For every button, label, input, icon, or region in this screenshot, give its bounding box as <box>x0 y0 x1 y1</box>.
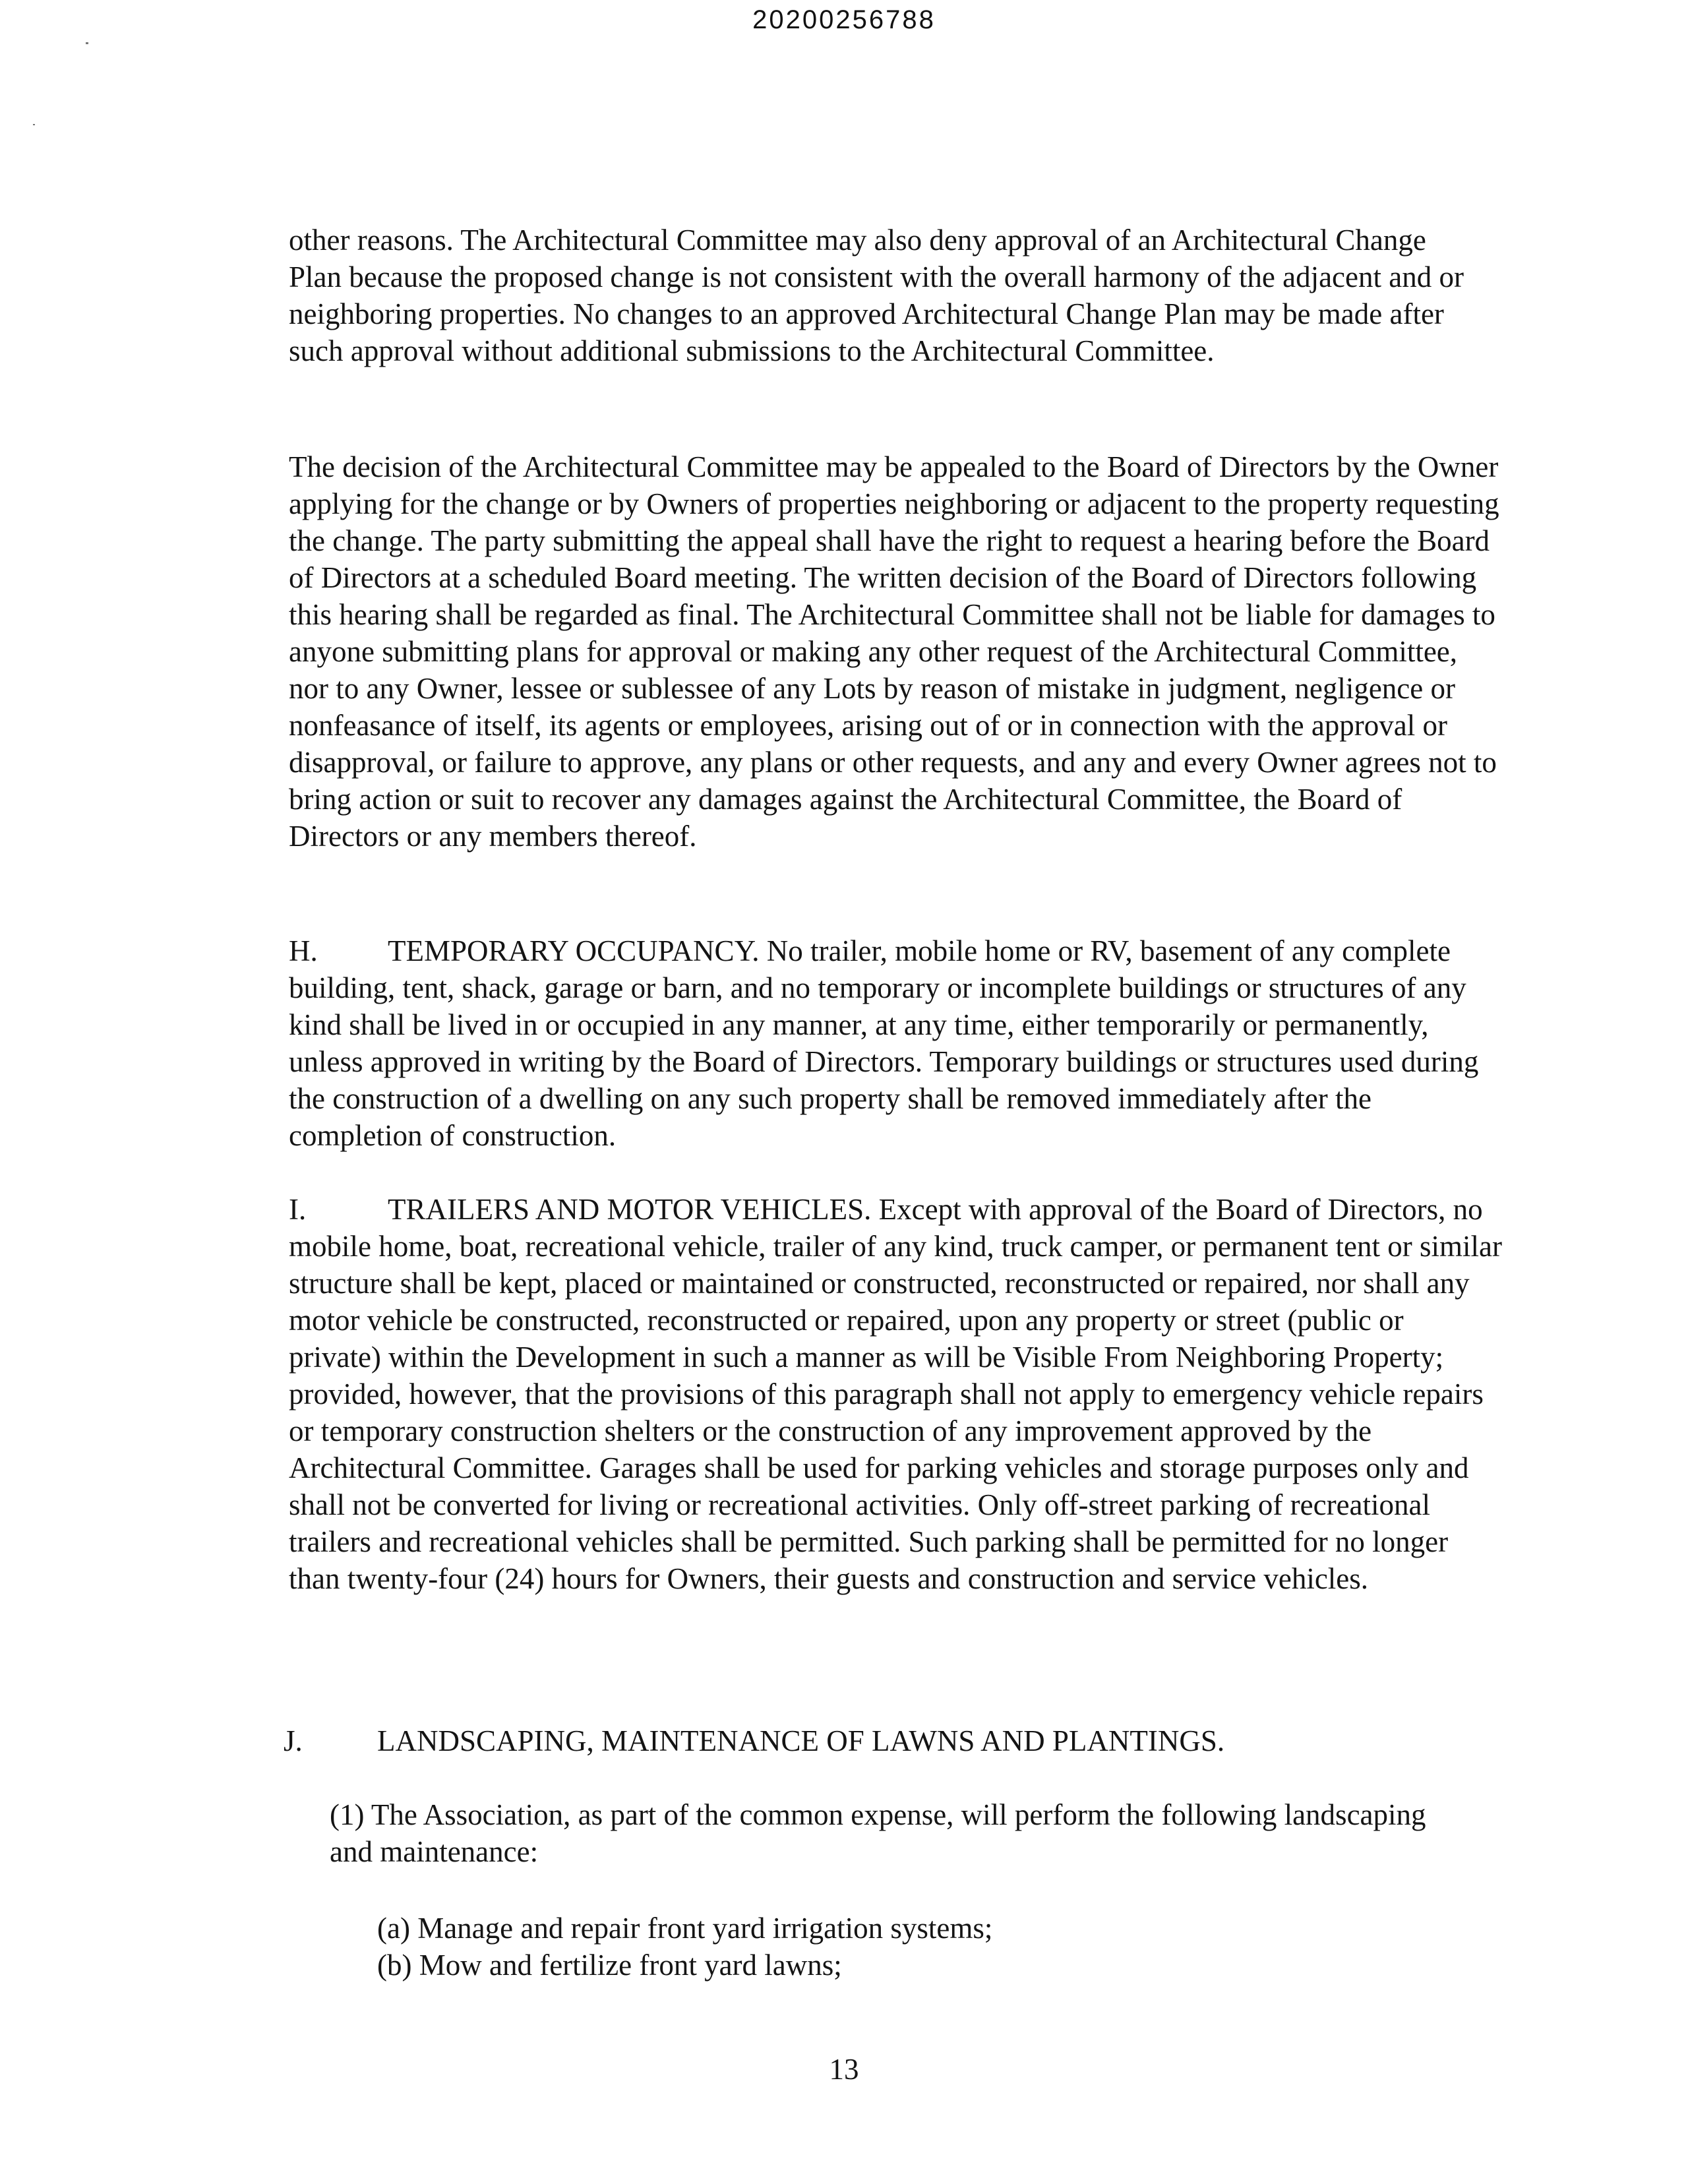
paragraph-architectural-change-plan <box>289 222 1476 369</box>
section-j-subsection-1 <box>330 1796 1451 1870</box>
section-h-text: No trailer, mobile home or RV, basement of any complete building, tent, shack, garage or barn, and no temporary or incomplete buildings or structures of any kind shall be lived in or occupied in any manner, at any time, either temporarily or permanently, unless approved in writing by the Board of Directors. Temporary buildings or structures used during the construction of a dwelling on any such property shall be removed immediately after the completion of construction. <box>289 934 1479 1152</box>
section-h-title: TEMPORARY OCCUPANCY. <box>388 934 760 967</box>
paragraph-appeal-decision <box>289 448 1502 855</box>
list-item: (a) Manage and repair front yard irrigation systems; <box>377 1912 993 1945</box>
section-i-trailers-motor-vehicles <box>289 1191 1502 1597</box>
section-i-label: I. <box>289 1193 307 1226</box>
scan-speck <box>33 124 35 125</box>
scan-speck <box>86 42 88 44</box>
section-i-text: Except with approval of the Board of Directors, no mobile home, boat, recreational vehicle, trailer of any kind, truck camper, or permanent tent or similar structure shall be kept, placed or maintained or constructed, reconstructed or repaired, nor shall any motor vehicle be constructed, reconstructed or repaired, upon any property or street (public or private) within the Development in such a manner as will be Visible From Neighboring Property; provided, however, that the provisions of this paragraph shall not apply to emergency vehicle repairs or temporary construction shelters or the construction of any improvement approved by the Architectural Committee. Garages shall be used for parking vehicles and storage purposes only and shall not be converted for living or recreational activities. Only off-street parking of recreational trailers and recreational vehicles shall be permitted. Such parking shall be permitted for no longer than twenty-four (24) hours for Owners, their guests and construction and service vehicles. <box>289 1193 1502 1595</box>
section-h-temporary-occupancy <box>289 932 1502 1154</box>
document-number: 20200256788 <box>752 5 936 34</box>
paragraph-text: other reasons. The Architectural Committee may also deny approval of an Architectural Change Plan because the proposed change is not consistent with the overall harmony of the adjacent and or neighboring properties. No changes to an approved Architectural Change Plan may be made after such approval without additional submissions to the Architectural Committee. <box>289 224 1464 367</box>
maintenance-list <box>377 1910 992 1984</box>
list-item: (b) Mow and fertilize front yard lawns; <box>377 1949 842 1982</box>
section-h-label: H. <box>289 934 318 967</box>
section-j-label: J. <box>284 1724 303 1757</box>
section-i-paragraph <box>289 1191 1502 1597</box>
paragraph-text: The decision of the Architectural Committee may be appealed to the Board of Directors by the Owner applying for the change or by Owners of properties neighboring or adjacent to the property requesting the change. The party submitting the appeal shall have the right to request a hearing before the Board of Directors at a scheduled Board meeting. The written decision of the Board of Directors following this hearing shall be regarded as final. The Architectural Committee shall not be liable for damages to anyone submitting plans for approval or making any other request of the Architectural Committee, nor to any Owner, lessee or sublessee of any Lots by reason of mistake in judgment, negligence or nonfeasance of itself, its agents or employees, arising out of or in connection with the approval or disapproval, or failure to approve, any plans or other requests, and any and every Owner agrees not to bring action or suit to recover any damages against the Architectural Committee, the Board of Directors or any members thereof. <box>289 450 1499 853</box>
section-j-title: LANDSCAPING, MAINTENANCE OF LAWNS AND PLANTINGS. <box>377 1724 1225 1757</box>
page-number: 13 <box>829 2053 859 2086</box>
subsection-text: (1) The Association, as part of the common expense, will perform the following landscaping and maintenance: <box>330 1798 1426 1868</box>
section-j-heading <box>284 1722 1224 1759</box>
section-h-paragraph <box>289 932 1502 1154</box>
section-i-title: TRAILERS AND MOTOR VEHICLES. <box>388 1193 872 1226</box>
